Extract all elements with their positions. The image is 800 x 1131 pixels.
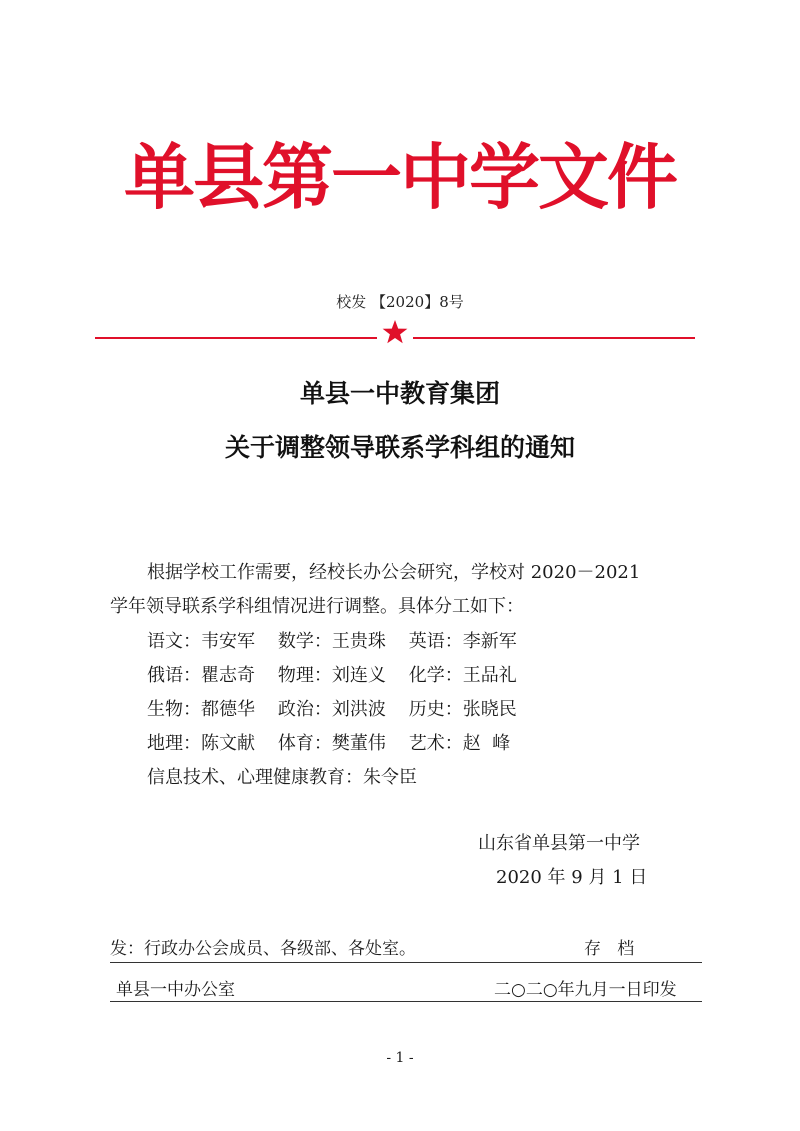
page-number: - 1 - bbox=[386, 1050, 414, 1066]
divider-line bbox=[110, 1001, 702, 1002]
print-date: 二○二○年九月一日印发 bbox=[494, 980, 677, 1000]
red-rule-left bbox=[95, 337, 377, 339]
assignment-row: 地理：陈文献 体育：樊董伟 艺术：赵 峰 bbox=[147, 733, 511, 754]
divider-line bbox=[110, 962, 702, 963]
document-header-title: 单县第一中学文件 bbox=[123, 136, 676, 219]
red-star-icon bbox=[380, 317, 410, 347]
signature-date: 2020 年 9 月 1 日 bbox=[496, 867, 648, 888]
assignment-row: 语文：韦安军 数学：王贵珠 英语：李新军 bbox=[147, 631, 517, 652]
notice-title-line-2: 关于调整领导联系学科组的通知 bbox=[224, 433, 575, 462]
assignment-row: 俄语：瞿志奇 物理：刘连义 化学：王品礼 bbox=[147, 665, 517, 686]
intro-paragraph-line-2: 学年领导联系学科组情况进行调整。具体分工如下： bbox=[110, 596, 524, 617]
signature-organization: 山东省单县第一中学 bbox=[478, 833, 640, 854]
document-number: 校发 【2020】8号 bbox=[336, 293, 464, 311]
distribution-recipients: 发：行政办公会成员、各级部、各处室。 bbox=[110, 939, 416, 959]
red-rule-right bbox=[413, 337, 695, 339]
notice-title-line-1: 单县一中教育集团 bbox=[299, 379, 500, 408]
assignment-row: 信息技术、心理健康教育：朱令臣 bbox=[147, 767, 417, 788]
archive-label: 存 档 bbox=[584, 939, 635, 959]
assignment-row: 生物：都德华 政治：刘洪波 历史：张晓民 bbox=[147, 699, 517, 720]
intro-paragraph-line-1: 根据学校工作需要，经校长办公会研究，学校对 2020－2021 bbox=[147, 562, 641, 583]
issuing-office: 单县一中办公室 bbox=[116, 980, 235, 1000]
